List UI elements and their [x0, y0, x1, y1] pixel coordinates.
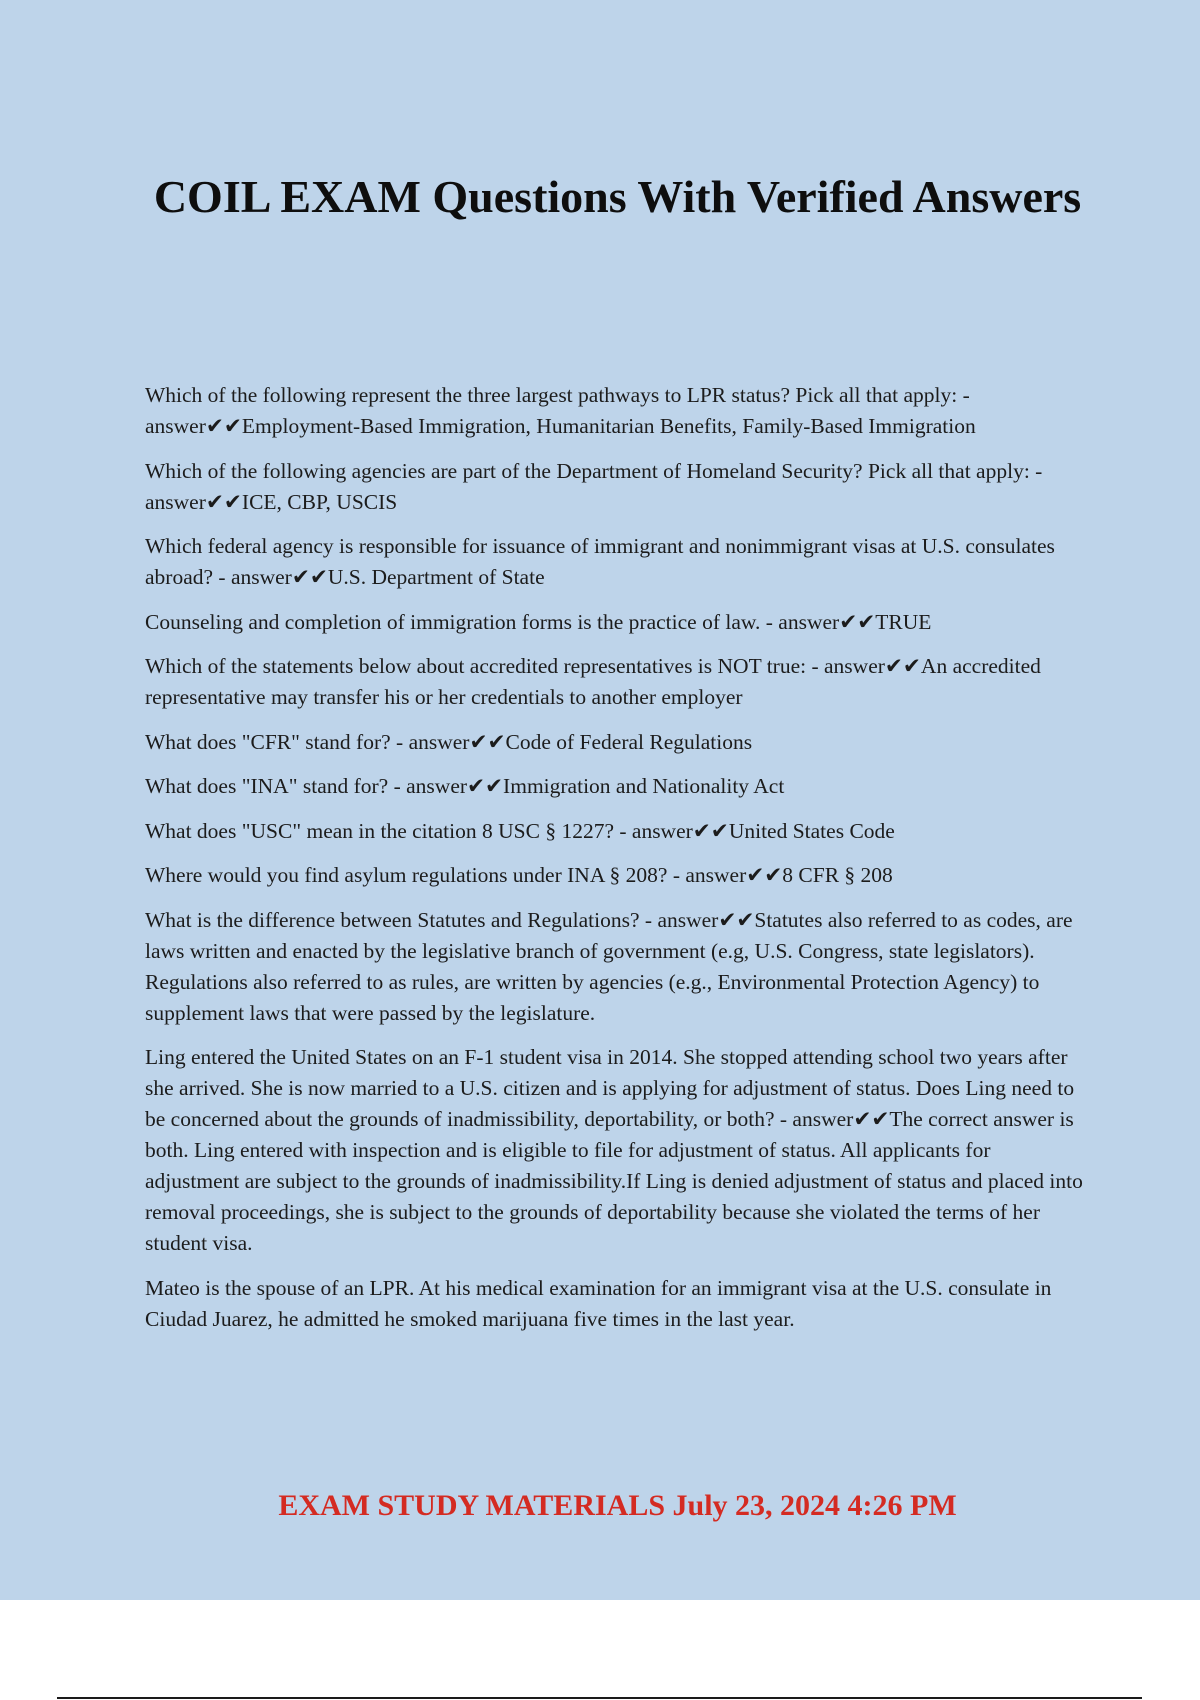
document-title: COIL EXAM Questions With Verified Answers: [153, 171, 1082, 222]
qa-item: What does "CFR" stand for? - answer✔✔Code of Federal Regulations: [145, 729, 753, 754]
qa-item: Which of the following agencies are part of the Department of Homeland Security? Pick all that apply: - answer✔✔ICE, CBP, USCIS: [145, 458, 1043, 514]
qa-item: What is the difference between Statutes and Regulations? - answer✔✔Statutes also referred to as codes, are laws written and enacted by the legislative branch of government (e.g, U.S. Congress, state legislators). Regulations also referred to as rules, are written by agencies (e.g., Environmental Protection Agency) to supplement laws that were passed by the legislature.: [145, 907, 1073, 1025]
qa-item: Counseling and completion of immigration forms is the practice of law. - answer✔✔TRUE: [145, 609, 932, 634]
footer-stamp: EXAM STUDY MATERIALS July 23, 2024 4:26 PM: [278, 1489, 957, 1522]
qa-item: Which of the statements below about accredited representatives is NOT true: - answer✔✔An accredited representative may transfer his or her credentials to another employer: [145, 654, 1041, 709]
qa-item: What does "USC" mean in the citation 8 USC § 1227? - answer✔✔United States Code: [145, 818, 895, 843]
qa-item: Where would you find asylum regulations under INA § 208? - answer✔✔8 CFR § 208: [145, 863, 893, 887]
qa-item: Which federal agency is responsible for issuance of immigrant and nonimmigrant visas at U.S. consulates abroad? - answer✔✔U.S. Department of State: [145, 534, 1055, 589]
qa-item: What does "INA" stand for? - answer✔✔Immigration and Nationality Act: [145, 774, 785, 798]
qa-list: [145, 380, 1090, 1348]
qa-item: Which of the following represent the three largest pathways to LPR status? Pick all that apply: - answer✔✔Employment-Based Immigration, Humanitarian Benefits, Family-Based Immigration: [145, 383, 976, 438]
bottom-divider: [57, 1697, 1142, 1699]
qa-item: Mateo is the spouse of an LPR. At his medical examination for an immigrant visa at the U.S. consulate in Ciudad Juarez, he admitted he smoked marijuana five times in the last year.: [145, 1275, 1052, 1331]
qa-item: Ling entered the United States on an F-1 student visa in 2014. She stopped attending school two years after she arrived. She is now married to a U.S. citizen and is applying for adjustment of status. Does Ling need to be concerned about the grounds of inadmissibility, deportability, or both? - answer✔✔The correct answer is both. Ling entered with inspection and is eligible to file for adjustment of status. All applicants for adjustment are subject to the grounds of inadmissibility.If Ling is denied adjustment of status and placed into removal proceedings, she is subject to the grounds of deportability because she violated the terms of her student visa.: [145, 1045, 1083, 1255]
